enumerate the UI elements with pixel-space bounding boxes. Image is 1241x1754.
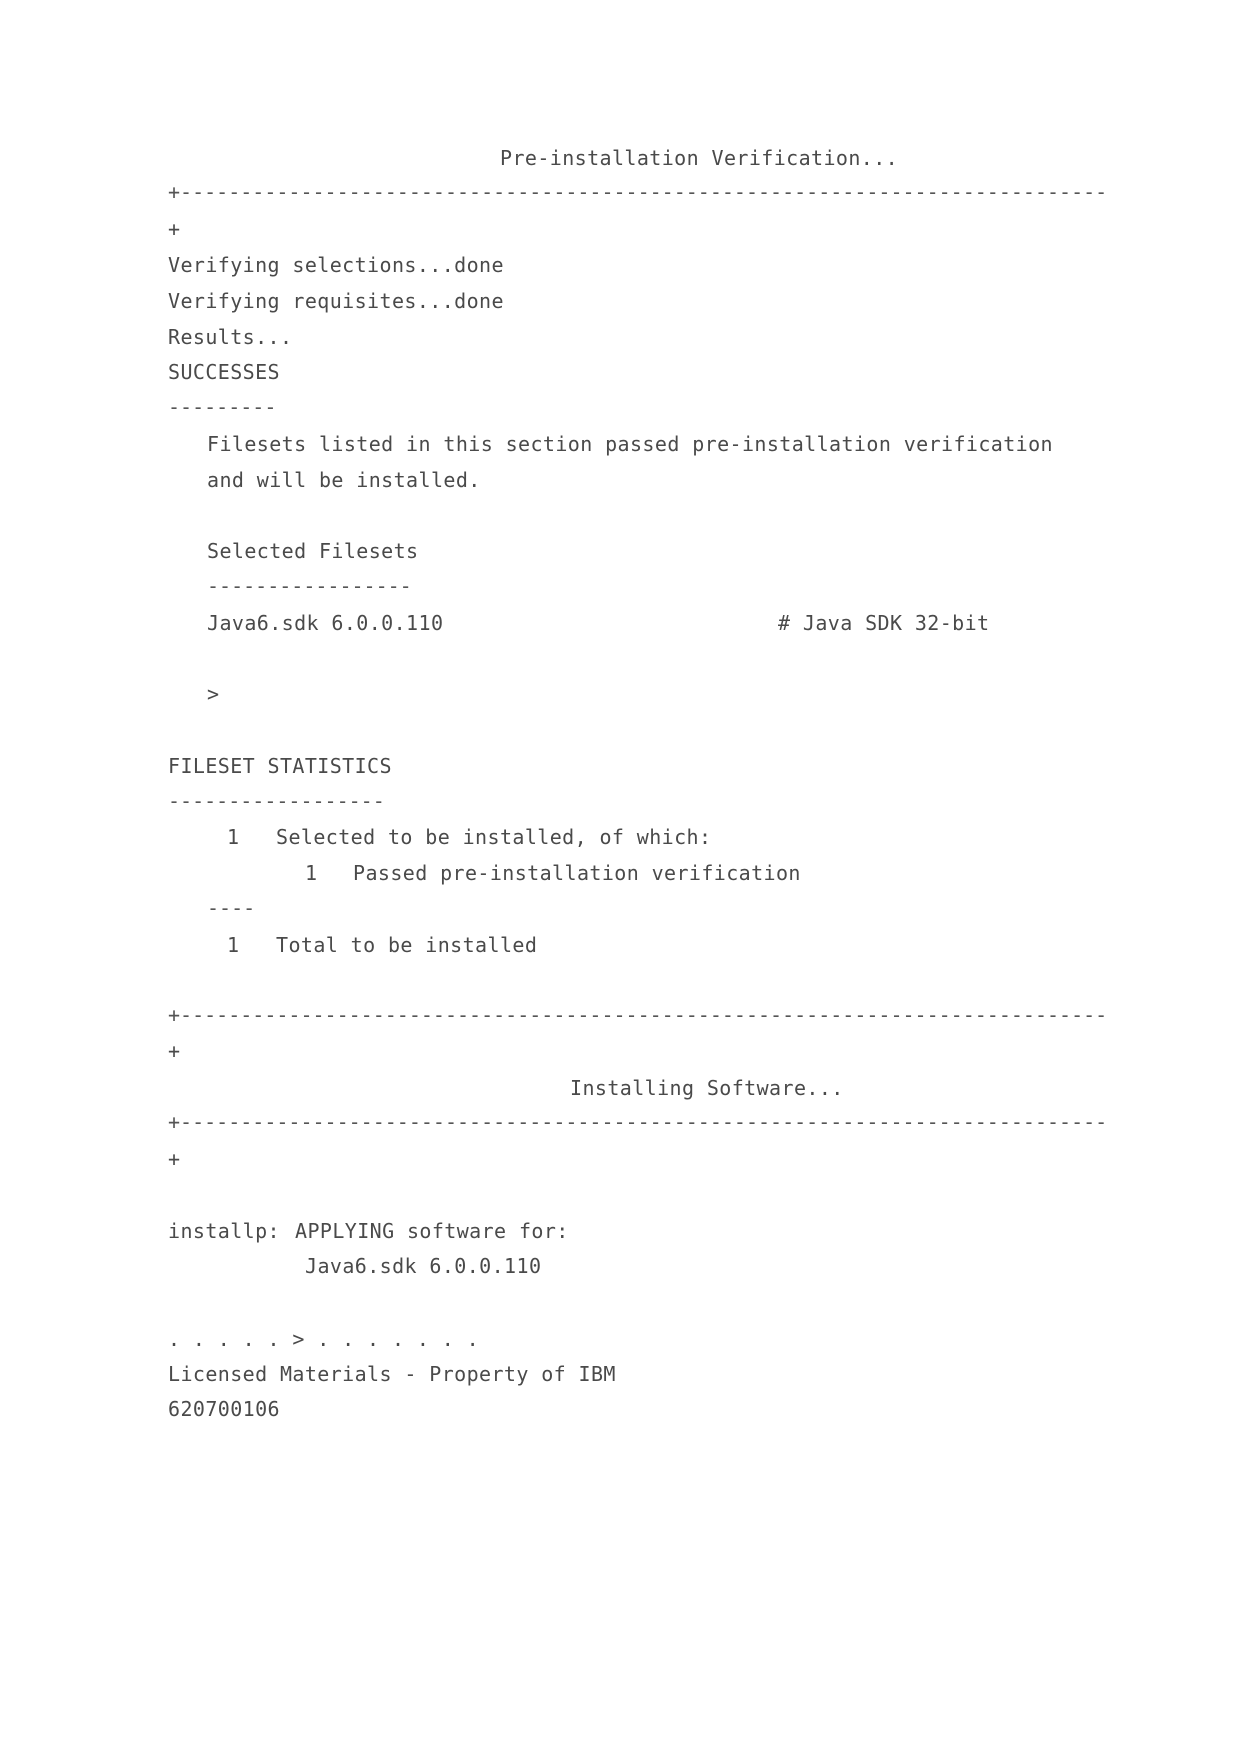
chevron-marker: > bbox=[207, 682, 220, 706]
fileset-comment: # Java SDK 32-bit bbox=[778, 611, 990, 635]
installing-software-title: Installing Software... bbox=[570, 1076, 844, 1100]
fileset-name: Java6.sdk 6.0.0.110 bbox=[207, 611, 444, 635]
separator-rule-top: +----------------------------------------------------------------------------- bbox=[168, 180, 1108, 204]
verifying-requisites-line: Verifying requisites...done bbox=[168, 289, 504, 313]
progress-dots-line: . . . . . > . . . . . . . bbox=[168, 1327, 480, 1351]
separator-rule-middle: +----------------------------------------------------------------------------- bbox=[168, 1003, 1108, 1027]
verifying-selections-line: Verifying selections...done bbox=[168, 253, 504, 277]
applying-software-label: APPLYING software for: bbox=[295, 1219, 569, 1243]
stat-selected-count: 1 bbox=[227, 825, 240, 849]
fileset-statistics-underline: ------------------ bbox=[168, 789, 385, 813]
stat-passed-label: Passed pre-installation verification bbox=[353, 861, 801, 885]
installp-label: installp: bbox=[168, 1219, 280, 1243]
stat-total-count: 1 bbox=[227, 933, 240, 957]
product-code: 620700106 bbox=[168, 1397, 280, 1421]
results-line: Results... bbox=[168, 325, 293, 349]
stat-total-label: Total to be installed bbox=[276, 933, 538, 957]
successes-description-line-2: and will be installed. bbox=[207, 468, 481, 492]
successes-underline: --------- bbox=[168, 395, 277, 419]
separator-rule-middle-end: + bbox=[168, 1039, 181, 1063]
pre-installation-title: Pre-installation Verification... bbox=[500, 146, 899, 170]
stat-separator: ---- bbox=[207, 896, 256, 920]
separator-rule-top-end: + bbox=[168, 217, 181, 241]
selected-filesets-underline: ----------------- bbox=[207, 574, 412, 598]
separator-rule-lower-end: + bbox=[168, 1147, 181, 1171]
stat-passed-count: 1 bbox=[305, 861, 318, 885]
separator-rule-lower: +----------------------------------------------------------------------------- bbox=[168, 1110, 1108, 1134]
stat-selected-label: Selected to be installed, of which: bbox=[276, 825, 712, 849]
applying-fileset-name: Java6.sdk 6.0.0.110 bbox=[305, 1254, 542, 1278]
successes-description-line-1: Filesets listed in this section passed pre-installation verification bbox=[207, 432, 1053, 456]
license-line: Licensed Materials - Property of IBM bbox=[168, 1362, 616, 1386]
fileset-statistics-heading: FILESET STATISTICS bbox=[168, 754, 392, 778]
successes-heading: SUCCESSES bbox=[168, 360, 280, 384]
selected-filesets-heading: Selected Filesets bbox=[207, 539, 419, 563]
